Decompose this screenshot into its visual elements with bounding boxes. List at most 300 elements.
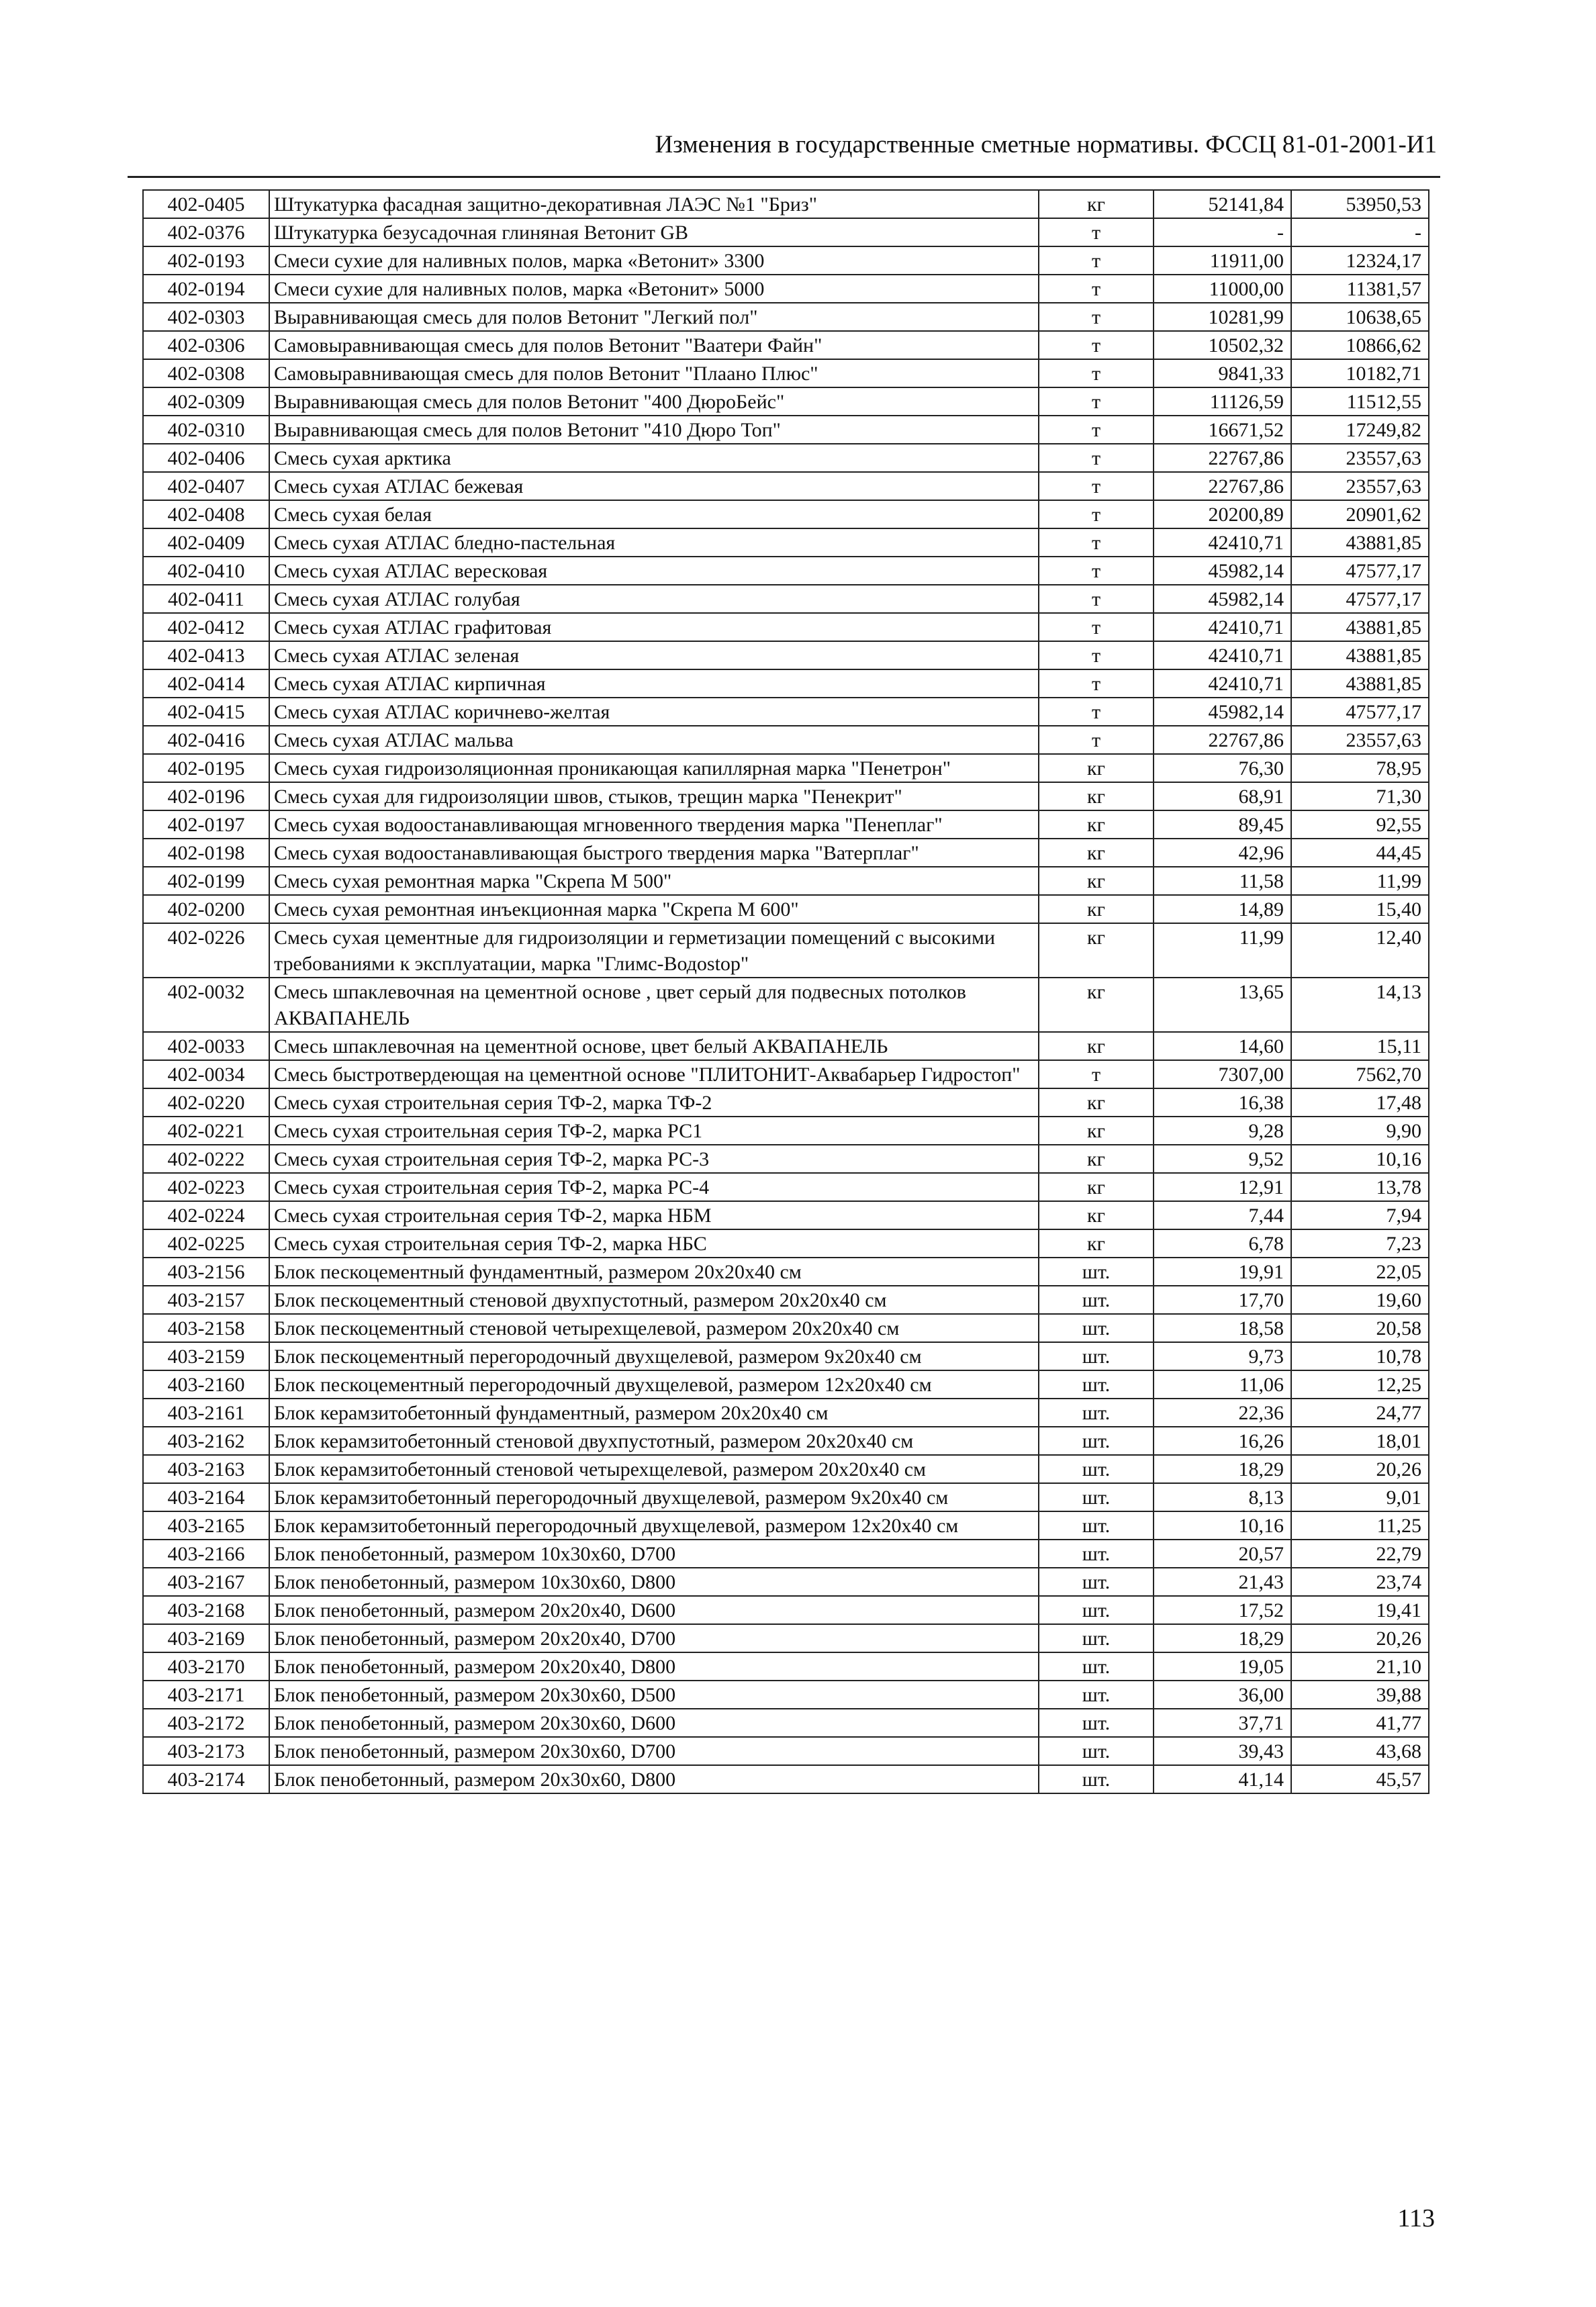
row-code: 403-2165 [143, 1511, 269, 1540]
row-price-1: 16,26 [1154, 1427, 1291, 1455]
row-unit: кг [1039, 1173, 1154, 1201]
table-row [143, 416, 1429, 444]
row-price-1: 76,30 [1154, 754, 1291, 782]
row-unit: шт. [1039, 1709, 1154, 1737]
row-name: Блок пескоцементный стеновой двухпустотный, размером 20х20х40 см [269, 1286, 1039, 1314]
row-code: 403-2161 [143, 1399, 269, 1427]
row-price-1: 19,91 [1154, 1258, 1291, 1286]
row-unit: шт. [1039, 1568, 1154, 1596]
row-price-2: 10182,71 [1291, 359, 1429, 387]
table-row [143, 782, 1429, 810]
table-row [143, 978, 1429, 1032]
row-price-2: 10,16 [1291, 1145, 1429, 1173]
table-row [143, 1455, 1429, 1483]
table-row [143, 1117, 1429, 1145]
table-row [143, 275, 1429, 303]
row-unit: кг [1039, 1201, 1154, 1229]
row-unit: т [1039, 444, 1154, 472]
row-name: Смесь сухая АТЛАС бледно-пастельная [269, 528, 1039, 557]
row-price-2: 14,13 [1291, 978, 1429, 1032]
row-code: 403-2164 [143, 1483, 269, 1511]
row-price-2: 11512,55 [1291, 387, 1429, 416]
row-price-1: 20200,89 [1154, 500, 1291, 528]
row-name: Блок керамзитобетонный перегородочный двухщелевой, размером 9х20х40 см [269, 1483, 1039, 1511]
row-price-1: 11000,00 [1154, 275, 1291, 303]
row-price-1: 42410,71 [1154, 613, 1291, 641]
row-price-2: 20901,62 [1291, 500, 1429, 528]
row-code: 402-0310 [143, 416, 269, 444]
row-unit: кг [1039, 1088, 1154, 1117]
row-price-2: 11,99 [1291, 867, 1429, 895]
table-row [143, 1370, 1429, 1399]
row-price-1: 11,58 [1154, 867, 1291, 895]
row-price-2: 43881,85 [1291, 669, 1429, 698]
row-price-2: 22,05 [1291, 1258, 1429, 1286]
row-unit: шт. [1039, 1399, 1154, 1427]
row-name: Блок керамзитобетонный перегородочный двухщелевой, размером 12х20х40 см [269, 1511, 1039, 1540]
table-row [143, 1624, 1429, 1652]
row-code: 402-0225 [143, 1229, 269, 1258]
row-price-2: 23,74 [1291, 1568, 1429, 1596]
row-price-1: 10,16 [1154, 1511, 1291, 1540]
row-code: 402-0197 [143, 810, 269, 839]
table-row [143, 1765, 1429, 1793]
table-row [143, 839, 1429, 867]
table-row [143, 1060, 1429, 1088]
table-row [143, 1399, 1429, 1427]
row-code: 403-2157 [143, 1286, 269, 1314]
row-name: Смесь сухая строительная серия ТФ-2, марка НБС [269, 1229, 1039, 1258]
row-price-1: 17,70 [1154, 1286, 1291, 1314]
row-unit: шт. [1039, 1258, 1154, 1286]
row-price-2: 7,94 [1291, 1201, 1429, 1229]
row-price-1: 41,14 [1154, 1765, 1291, 1793]
row-price-1: 9,52 [1154, 1145, 1291, 1173]
row-code: 402-0415 [143, 698, 269, 726]
table-row [143, 218, 1429, 246]
row-price-2: 9,90 [1291, 1117, 1429, 1145]
row-price-1: 22,36 [1154, 1399, 1291, 1427]
row-unit: шт. [1039, 1370, 1154, 1399]
row-name: Смесь сухая строительная серия ТФ-2, марка РС-4 [269, 1173, 1039, 1201]
row-unit: кг [1039, 867, 1154, 895]
row-price-1: 22767,86 [1154, 472, 1291, 500]
row-price-1: 18,29 [1154, 1455, 1291, 1483]
row-unit: кг [1039, 978, 1154, 1032]
table-row [143, 1286, 1429, 1314]
row-price-1: - [1154, 218, 1291, 246]
row-name: Самовыравнивающая смесь для полов Ветонит "Плаано Плюс" [269, 359, 1039, 387]
table-row [143, 444, 1429, 472]
table-row [143, 1088, 1429, 1117]
row-name: Смесь сухая АТЛАС кирпичная [269, 669, 1039, 698]
row-price-2: 12324,17 [1291, 246, 1429, 275]
row-code: 402-0199 [143, 867, 269, 895]
row-name: Смесь сухая строительная серия ТФ-2, марка ТФ-2 [269, 1088, 1039, 1117]
row-price-1: 42410,71 [1154, 528, 1291, 557]
row-price-1: 68,91 [1154, 782, 1291, 810]
table-row [143, 1173, 1429, 1201]
row-unit: т [1039, 557, 1154, 585]
row-code: 403-2174 [143, 1765, 269, 1793]
row-unit: т [1039, 698, 1154, 726]
row-code: 402-0406 [143, 444, 269, 472]
row-unit: т [1039, 359, 1154, 387]
row-code: 403-2171 [143, 1681, 269, 1709]
row-name: Смесь сухая АТЛАС зеленая [269, 641, 1039, 669]
row-name: Блок пенобетонный, размером 20х30х60, D500 [269, 1681, 1039, 1709]
row-price-2: 23557,63 [1291, 472, 1429, 500]
page-header: Изменения в государственные сметные нормативы. ФССЦ 81-01-2001-И1 [655, 131, 1437, 158]
table-row [143, 1201, 1429, 1229]
row-code: 403-2156 [143, 1258, 269, 1286]
header-divider [128, 176, 1440, 178]
row-price-2: 7,23 [1291, 1229, 1429, 1258]
table-row [143, 331, 1429, 359]
row-unit: т [1039, 387, 1154, 416]
row-code: 403-2159 [143, 1342, 269, 1370]
row-price-2: 92,55 [1291, 810, 1429, 839]
row-code: 402-0409 [143, 528, 269, 557]
table-row [143, 500, 1429, 528]
row-unit: шт. [1039, 1314, 1154, 1342]
table-row [143, 754, 1429, 782]
row-price-1: 7,44 [1154, 1201, 1291, 1229]
row-name: Блок пенобетонный, размером 20х20х40, D700 [269, 1624, 1039, 1652]
row-price-1: 10502,32 [1154, 331, 1291, 359]
row-code: 403-2168 [143, 1596, 269, 1624]
row-name: Смесь сухая АТЛАС мальва [269, 726, 1039, 754]
row-price-1: 14,60 [1154, 1032, 1291, 1060]
row-price-1: 16,38 [1154, 1088, 1291, 1117]
row-unit: т [1039, 275, 1154, 303]
row-unit: шт. [1039, 1681, 1154, 1709]
row-name: Блок пенобетонный, размером 20х20х40, D800 [269, 1652, 1039, 1681]
row-code: 402-0411 [143, 585, 269, 613]
row-code: 402-0222 [143, 1145, 269, 1173]
row-code: 402-0195 [143, 754, 269, 782]
table-row [143, 1342, 1429, 1370]
row-code: 403-2169 [143, 1624, 269, 1652]
row-price-2: 18,01 [1291, 1427, 1429, 1455]
row-price-2: 12,25 [1291, 1370, 1429, 1399]
row-unit: шт. [1039, 1596, 1154, 1624]
row-unit: кг [1039, 1229, 1154, 1258]
row-name: Смесь быстротвердеющая на цементной основе "ПЛИТОНИТ-Аквабарьер Гидростоп" [269, 1060, 1039, 1088]
row-unit: шт. [1039, 1511, 1154, 1540]
row-code: 403-2172 [143, 1709, 269, 1737]
row-price-2: 47577,17 [1291, 585, 1429, 613]
row-unit: шт. [1039, 1455, 1154, 1483]
row-unit: кг [1039, 190, 1154, 218]
row-name: Блок пенобетонный, размером 20х20х40, D600 [269, 1596, 1039, 1624]
row-price-2: 43881,85 [1291, 613, 1429, 641]
table-row [143, 923, 1429, 978]
table-row [143, 1427, 1429, 1455]
row-unit: т [1039, 1060, 1154, 1088]
row-price-1: 18,29 [1154, 1624, 1291, 1652]
table-row [143, 359, 1429, 387]
row-price-2: 9,01 [1291, 1483, 1429, 1511]
row-price-2: 19,41 [1291, 1596, 1429, 1624]
row-unit: шт. [1039, 1342, 1154, 1370]
table-row [143, 726, 1429, 754]
row-code: 402-0413 [143, 641, 269, 669]
row-price-2: 10638,65 [1291, 303, 1429, 331]
row-unit: т [1039, 613, 1154, 641]
row-code: 402-0224 [143, 1201, 269, 1229]
table-row [143, 613, 1429, 641]
row-price-1: 20,57 [1154, 1540, 1291, 1568]
row-name: Самовыравнивающая смесь для полов Ветонит "Ваатери Файн" [269, 331, 1039, 359]
row-price-1: 16671,52 [1154, 416, 1291, 444]
row-code: 402-0309 [143, 387, 269, 416]
table-row [143, 303, 1429, 331]
row-price-2: 10,78 [1291, 1342, 1429, 1370]
row-name: Смесь сухая строительная серия ТФ-2, марка РС1 [269, 1117, 1039, 1145]
row-name: Смесь сухая АТЛАС графитовая [269, 613, 1039, 641]
row-name: Смесь сухая строительная серия ТФ-2, марка РС-3 [269, 1145, 1039, 1173]
row-price-1: 42410,71 [1154, 641, 1291, 669]
table-row [143, 528, 1429, 557]
row-unit: т [1039, 500, 1154, 528]
row-price-1: 9841,33 [1154, 359, 1291, 387]
row-price-2: 24,77 [1291, 1399, 1429, 1427]
row-name: Блок пенобетонный, размером 20х30х60, D800 [269, 1765, 1039, 1793]
row-price-1: 42,96 [1154, 839, 1291, 867]
row-unit: т [1039, 585, 1154, 613]
row-code: 402-0306 [143, 331, 269, 359]
row-unit: кг [1039, 1117, 1154, 1145]
row-unit: шт. [1039, 1737, 1154, 1765]
table-row [143, 1709, 1429, 1737]
row-price-2: 11,25 [1291, 1511, 1429, 1540]
row-code: 402-0034 [143, 1060, 269, 1088]
row-unit: кг [1039, 782, 1154, 810]
row-price-1: 11911,00 [1154, 246, 1291, 275]
row-price-2: 78,95 [1291, 754, 1429, 782]
row-name: Блок керамзитобетонный стеновой двухпустотный, размером 20х20х40 см [269, 1427, 1039, 1455]
row-price-1: 13,65 [1154, 978, 1291, 1032]
table-row [143, 1032, 1429, 1060]
row-price-2: 11381,57 [1291, 275, 1429, 303]
row-price-2: 21,10 [1291, 1652, 1429, 1681]
row-price-1: 52141,84 [1154, 190, 1291, 218]
row-name: Блок пенобетонный, размером 10х30х60, D800 [269, 1568, 1039, 1596]
row-price-1: 11126,59 [1154, 387, 1291, 416]
row-name: Штукатурка безусадочная глиняная Ветонит GB [269, 218, 1039, 246]
row-price-1: 11,06 [1154, 1370, 1291, 1399]
row-price-1: 22767,86 [1154, 726, 1291, 754]
row-price-2: 43881,85 [1291, 528, 1429, 557]
row-name: Блок пескоцементный стеновой четырехщелевой, размером 20х20х40 см [269, 1314, 1039, 1342]
row-name: Смесь сухая строительная серия ТФ-2, марка НБМ [269, 1201, 1039, 1229]
row-unit: т [1039, 472, 1154, 500]
row-unit: т [1039, 726, 1154, 754]
row-unit: кг [1039, 839, 1154, 867]
row-name: Блок пенобетонный, размером 20х30х60, D700 [269, 1737, 1039, 1765]
row-name: Смесь сухая водоостанавливающая мгновенного твердения марка "Пенеплаг" [269, 810, 1039, 839]
row-name: Смесь сухая арктика [269, 444, 1039, 472]
row-price-2: 20,58 [1291, 1314, 1429, 1342]
row-code: 403-2163 [143, 1455, 269, 1483]
row-unit: т [1039, 669, 1154, 698]
row-price-1: 22767,86 [1154, 444, 1291, 472]
row-price-2: 19,60 [1291, 1286, 1429, 1314]
row-name: Смесь шпаклевочная на цементной основе , цвет серый для подвесных потолков АКВАПАНЕЛЬ [269, 978, 1039, 1032]
row-name: Смесь сухая гидроизоляционная проникающая капиллярная марка "Пенетрон" [269, 754, 1039, 782]
row-price-2: 43881,85 [1291, 641, 1429, 669]
table-row [143, 246, 1429, 275]
row-code: 403-2167 [143, 1568, 269, 1596]
row-code: 403-2160 [143, 1370, 269, 1399]
row-name: Смеси сухие для наливных полов, марка «Ветонит» 3300 [269, 246, 1039, 275]
row-name: Блок пескоцементный перегородочный двухщелевой, размером 12х20х40 см [269, 1370, 1039, 1399]
row-code: 402-0198 [143, 839, 269, 867]
row-price-2: 43,68 [1291, 1737, 1429, 1765]
row-name: Блок пескоцементный перегородочный двухщелевой, размером 9х20х40 см [269, 1342, 1039, 1370]
row-name: Блок керамзитобетонный стеновой четырехщелевой, размером 20х20х40 см [269, 1455, 1039, 1483]
table-row [143, 387, 1429, 416]
row-name: Блок пескоцементный фундаментный, размером 20х20х40 см [269, 1258, 1039, 1286]
table-row [143, 810, 1429, 839]
table-row [143, 557, 1429, 585]
row-price-2: 53950,53 [1291, 190, 1429, 218]
table-row [143, 1145, 1429, 1173]
table-row [143, 1258, 1429, 1286]
row-price-1: 6,78 [1154, 1229, 1291, 1258]
row-code: 402-0408 [143, 500, 269, 528]
row-code: 402-0407 [143, 472, 269, 500]
row-code: 402-0196 [143, 782, 269, 810]
row-price-2: 15,40 [1291, 895, 1429, 923]
row-price-2: 23557,63 [1291, 726, 1429, 754]
row-unit: т [1039, 331, 1154, 359]
row-name: Смесь сухая ремонтная марка "Скрепа М 500" [269, 867, 1039, 895]
table-row [143, 867, 1429, 895]
row-name: Смесь сухая АТЛАС коричнево-желтая [269, 698, 1039, 726]
row-code: 403-2170 [143, 1652, 269, 1681]
row-price-1: 12,91 [1154, 1173, 1291, 1201]
row-unit: шт. [1039, 1483, 1154, 1511]
row-unit: кг [1039, 923, 1154, 978]
row-price-1: 8,13 [1154, 1483, 1291, 1511]
row-price-2: 22,79 [1291, 1540, 1429, 1568]
row-price-2: 10866,62 [1291, 331, 1429, 359]
row-code: 402-0303 [143, 303, 269, 331]
row-code: 402-0032 [143, 978, 269, 1032]
row-price-2: - [1291, 218, 1429, 246]
price-table [142, 189, 1429, 1794]
table-row [143, 1681, 1429, 1709]
row-price-1: 45982,14 [1154, 585, 1291, 613]
page-number: 113 [1397, 2204, 1435, 2232]
row-price-2: 15,11 [1291, 1032, 1429, 1060]
row-price-1: 45982,14 [1154, 557, 1291, 585]
table-body [143, 190, 1429, 1793]
row-name: Смесь сухая АТЛАС голубая [269, 585, 1039, 613]
row-unit: кг [1039, 810, 1154, 839]
row-unit: т [1039, 416, 1154, 444]
row-unit: т [1039, 641, 1154, 669]
row-name: Смеси сухие для наливных полов, марка «Ветонит» 5000 [269, 275, 1039, 303]
row-code: 402-0376 [143, 218, 269, 246]
row-price-2: 47577,17 [1291, 698, 1429, 726]
row-unit: шт. [1039, 1427, 1154, 1455]
row-price-2: 7562,70 [1291, 1060, 1429, 1088]
table-row [143, 669, 1429, 698]
row-price-1: 7307,00 [1154, 1060, 1291, 1088]
row-price-1: 37,71 [1154, 1709, 1291, 1737]
row-code: 402-0410 [143, 557, 269, 585]
row-price-1: 11,99 [1154, 923, 1291, 978]
row-code: 402-0226 [143, 923, 269, 978]
row-code: 402-0200 [143, 895, 269, 923]
table-row [143, 1540, 1429, 1568]
row-unit: т [1039, 218, 1154, 246]
row-price-1: 10281,99 [1154, 303, 1291, 331]
row-price-1: 18,58 [1154, 1314, 1291, 1342]
row-name: Смесь сухая АТЛАС бежевая [269, 472, 1039, 500]
table-row [143, 1314, 1429, 1342]
row-code: 402-0220 [143, 1088, 269, 1117]
row-unit: т [1039, 303, 1154, 331]
table-row [143, 1737, 1429, 1765]
row-price-1: 89,45 [1154, 810, 1291, 839]
row-unit: т [1039, 246, 1154, 275]
row-name: Смесь сухая белая [269, 500, 1039, 528]
row-price-1: 36,00 [1154, 1681, 1291, 1709]
row-price-1: 39,43 [1154, 1737, 1291, 1765]
table-row [143, 190, 1429, 218]
row-code: 402-0221 [143, 1117, 269, 1145]
row-code: 402-0308 [143, 359, 269, 387]
table-row [143, 1511, 1429, 1540]
table-row [143, 1568, 1429, 1596]
row-unit: кг [1039, 754, 1154, 782]
row-price-2: 23557,63 [1291, 444, 1429, 472]
row-name: Штукатурка фасадная защитно-декоративная ЛАЭС №1 "Бриз" [269, 190, 1039, 218]
row-price-1: 9,28 [1154, 1117, 1291, 1145]
row-code: 402-0405 [143, 190, 269, 218]
row-price-1: 17,52 [1154, 1596, 1291, 1624]
row-unit: шт. [1039, 1765, 1154, 1793]
row-name: Смесь сухая цементные для гидроизоляции и герметизации помещений с высокими требованиями к эксплуатации, марка "Глимс-Водоstop" [269, 923, 1039, 978]
table-row [143, 895, 1429, 923]
row-price-2: 71,30 [1291, 782, 1429, 810]
row-price-2: 44,45 [1291, 839, 1429, 867]
row-code: 402-0223 [143, 1173, 269, 1201]
row-name: Смесь сухая водоостанавливающая быстрого твердения марка "Ватерплаг" [269, 839, 1039, 867]
row-code: 402-0414 [143, 669, 269, 698]
table-row [143, 1652, 1429, 1681]
row-name: Блок керамзитобетонный фундаментный, размером 20х20х40 см [269, 1399, 1039, 1427]
row-price-2: 17249,82 [1291, 416, 1429, 444]
row-code: 403-2162 [143, 1427, 269, 1455]
row-unit: т [1039, 528, 1154, 557]
table-row [143, 1483, 1429, 1511]
table-row [143, 1596, 1429, 1624]
row-unit: шт. [1039, 1286, 1154, 1314]
row-price-2: 20,26 [1291, 1624, 1429, 1652]
row-name: Смесь шпаклевочная на цементной основе, цвет белый АКВАПАНЕЛЬ [269, 1032, 1039, 1060]
row-price-2: 41,77 [1291, 1709, 1429, 1737]
row-unit: шт. [1039, 1652, 1154, 1681]
row-code: 402-0412 [143, 613, 269, 641]
row-unit: кг [1039, 895, 1154, 923]
row-price-2: 17,48 [1291, 1088, 1429, 1117]
row-price-2: 12,40 [1291, 923, 1429, 978]
